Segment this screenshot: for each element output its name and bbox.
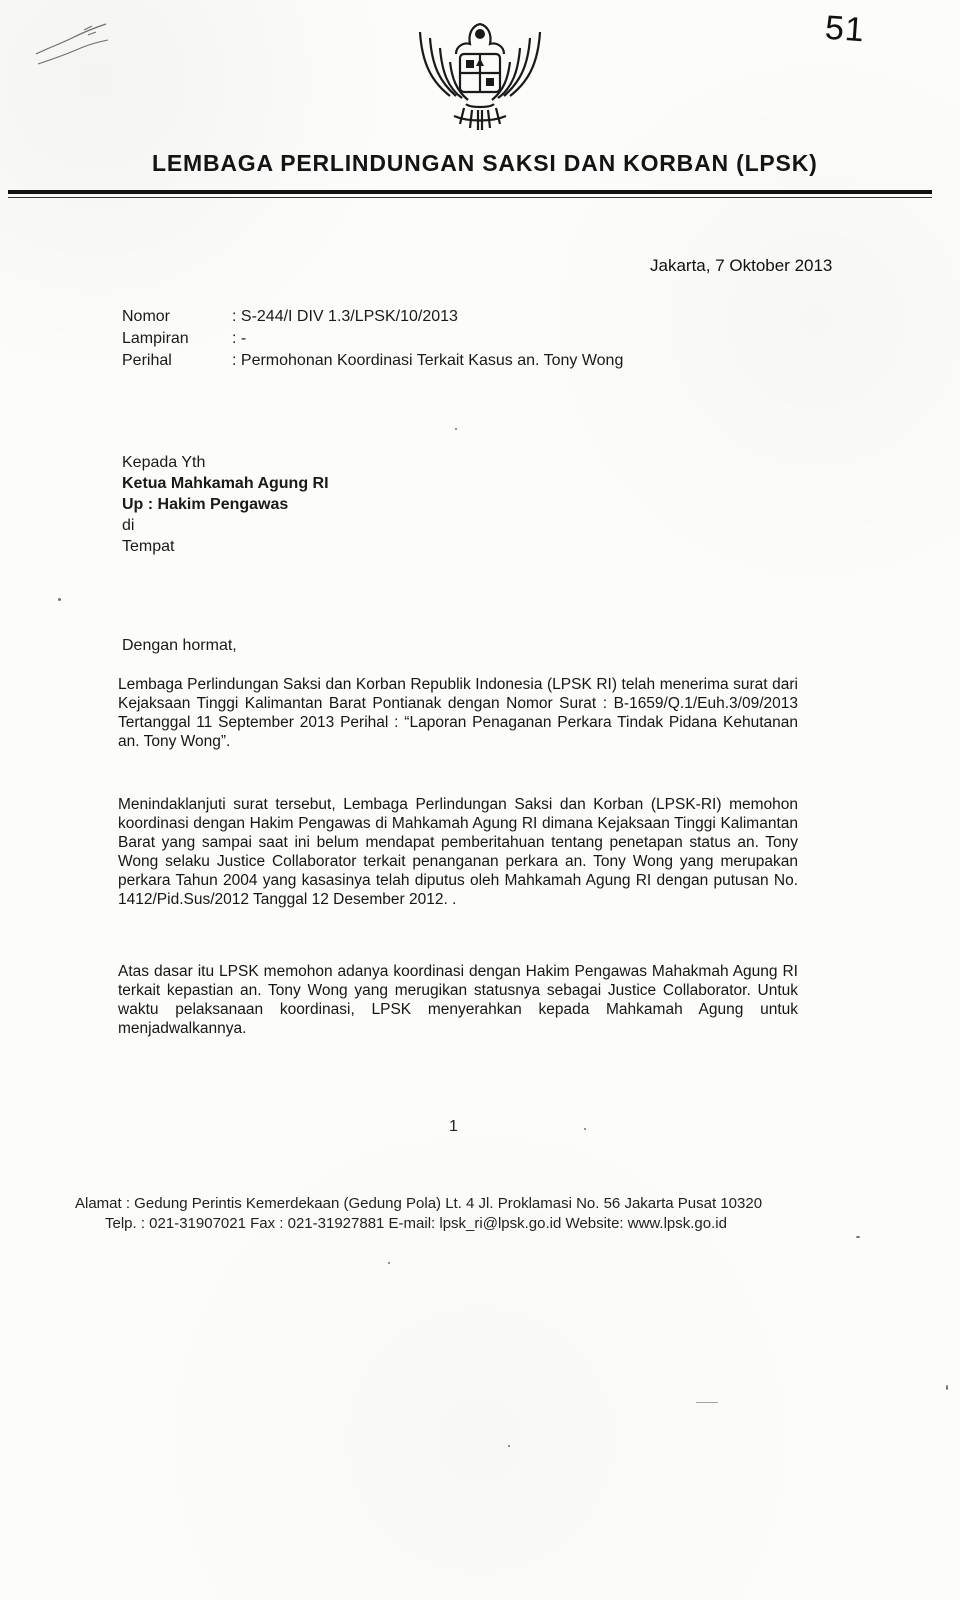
recipient-line-5: Tempat: [122, 538, 175, 555]
meta-value: : Permohonan Koordinasi Terkait Kasus an. Tony Wong: [232, 352, 624, 369]
meta-label: Nomor: [122, 308, 171, 325]
scan-speck: [58, 598, 61, 601]
letterhead-rule-thick: [8, 190, 932, 194]
recipient-line-2: Ketua Mahkamah Agung RI: [122, 475, 329, 492]
letterhead-rule-thin: [8, 197, 932, 198]
meta-label: Lampiran: [122, 330, 189, 347]
ink-scribble-icon: [32, 20, 112, 80]
letter-meta: [122, 306, 682, 372]
meta-value: : -: [232, 330, 247, 347]
scan-speck: [388, 1262, 390, 1264]
letter-date: Jakarta, 7 Oktober 2013: [650, 256, 833, 275]
recipient-block: [122, 452, 482, 557]
recipient-line-3: Up : Hakim Pengawas: [122, 496, 289, 513]
organization-title: LEMBAGA PERLINDUNGAN SAKSI DAN KORBAN (LPSK): [152, 150, 818, 176]
body-paragraph-3: Atas dasar itu LPSK memohon adanya koordinasi dengan Hakim Pengawas Mahakmah Agung RI terkait kepastian an. Tony Wong yang merugikan statusnya sebagai Justice Collaborator. Untuk waktu pelaksanaan koordinasi, LPSK menyerahkan kepada Mahkamah Agung untuk menjadwalkannya.: [118, 963, 798, 1037]
meta-row-lampiran: [122, 328, 682, 350]
page-number: 1: [449, 1118, 458, 1135]
recipient-line-1: Kepada Yth: [122, 454, 206, 471]
scan-speck: [508, 1445, 510, 1447]
scan-dash: [696, 1402, 718, 1403]
letter-footer: [75, 1194, 835, 1234]
recipient-line-4: di: [122, 517, 135, 534]
scan-speck: [946, 1385, 948, 1390]
scan-speck: [455, 428, 457, 430]
page-mark: 51: [823, 8, 867, 50]
footer-address: Alamat : Gedung Perintis Kemerdekaan (Gedung Pola) Lt. 4 Jl. Proklamasi No. 56 Jakarta Pusat 10320: [75, 1195, 763, 1212]
body-paragraph-2: Menindaklanjuti surat tersebut, Lembaga Perlindungan Saksi dan Korban (LPSK-RI) memohon koordinasi dengan Hakim Pengawas di Mahkamah Agung RI dimana Kejaksaan Tinggi Kalimantan Barat yang sampai saat ini belum mendapat pemberitahuan tentang penetapan status an. Tony Wong selaku Justice Collaborator terkait penanganan perkara an. Tony Wong yang merupakan perkara Tahun 2004 yang kasasinya telah diputus oleh Mahkamah Agung RI dengan putusan No. 1412/Pid.Sus/2012 Tanggal 12 Desember 2012. .: [118, 796, 798, 908]
footer-contact: Telp. : 021-31907021 Fax : 021-31927881 E-mail: lpsk_ri@lpsk.go.id Website: www.lpsk.go.id: [105, 1215, 727, 1232]
scan-speck: [856, 1236, 860, 1238]
meta-value: : S-244/I DIV 1.3/LPSK/10/2013: [232, 308, 458, 325]
scan-speck: [584, 1128, 586, 1130]
body-paragraph-1: Lembaga Perlindungan Saksi dan Korban Republik Indonesia (LPSK RI) telah menerima surat dari Kejaksaan Tinggi Kalimantan Barat Pontianak dengan Nomor Surat : B-1659/Q.1/Euh.3/09/2013 Tertanggal 11 September 2013 Perihal : “Laporan Penaganan Perkara Tindak Pidana Kehutanan an. Tony Wong”.: [118, 676, 798, 750]
meta-row-nomor: [122, 306, 682, 328]
meta-label: Perihal: [122, 352, 172, 369]
salutation: Dengan hormat,: [122, 637, 237, 654]
garuda-emblem-icon: [410, 8, 550, 140]
meta-row-perihal: [122, 350, 682, 372]
